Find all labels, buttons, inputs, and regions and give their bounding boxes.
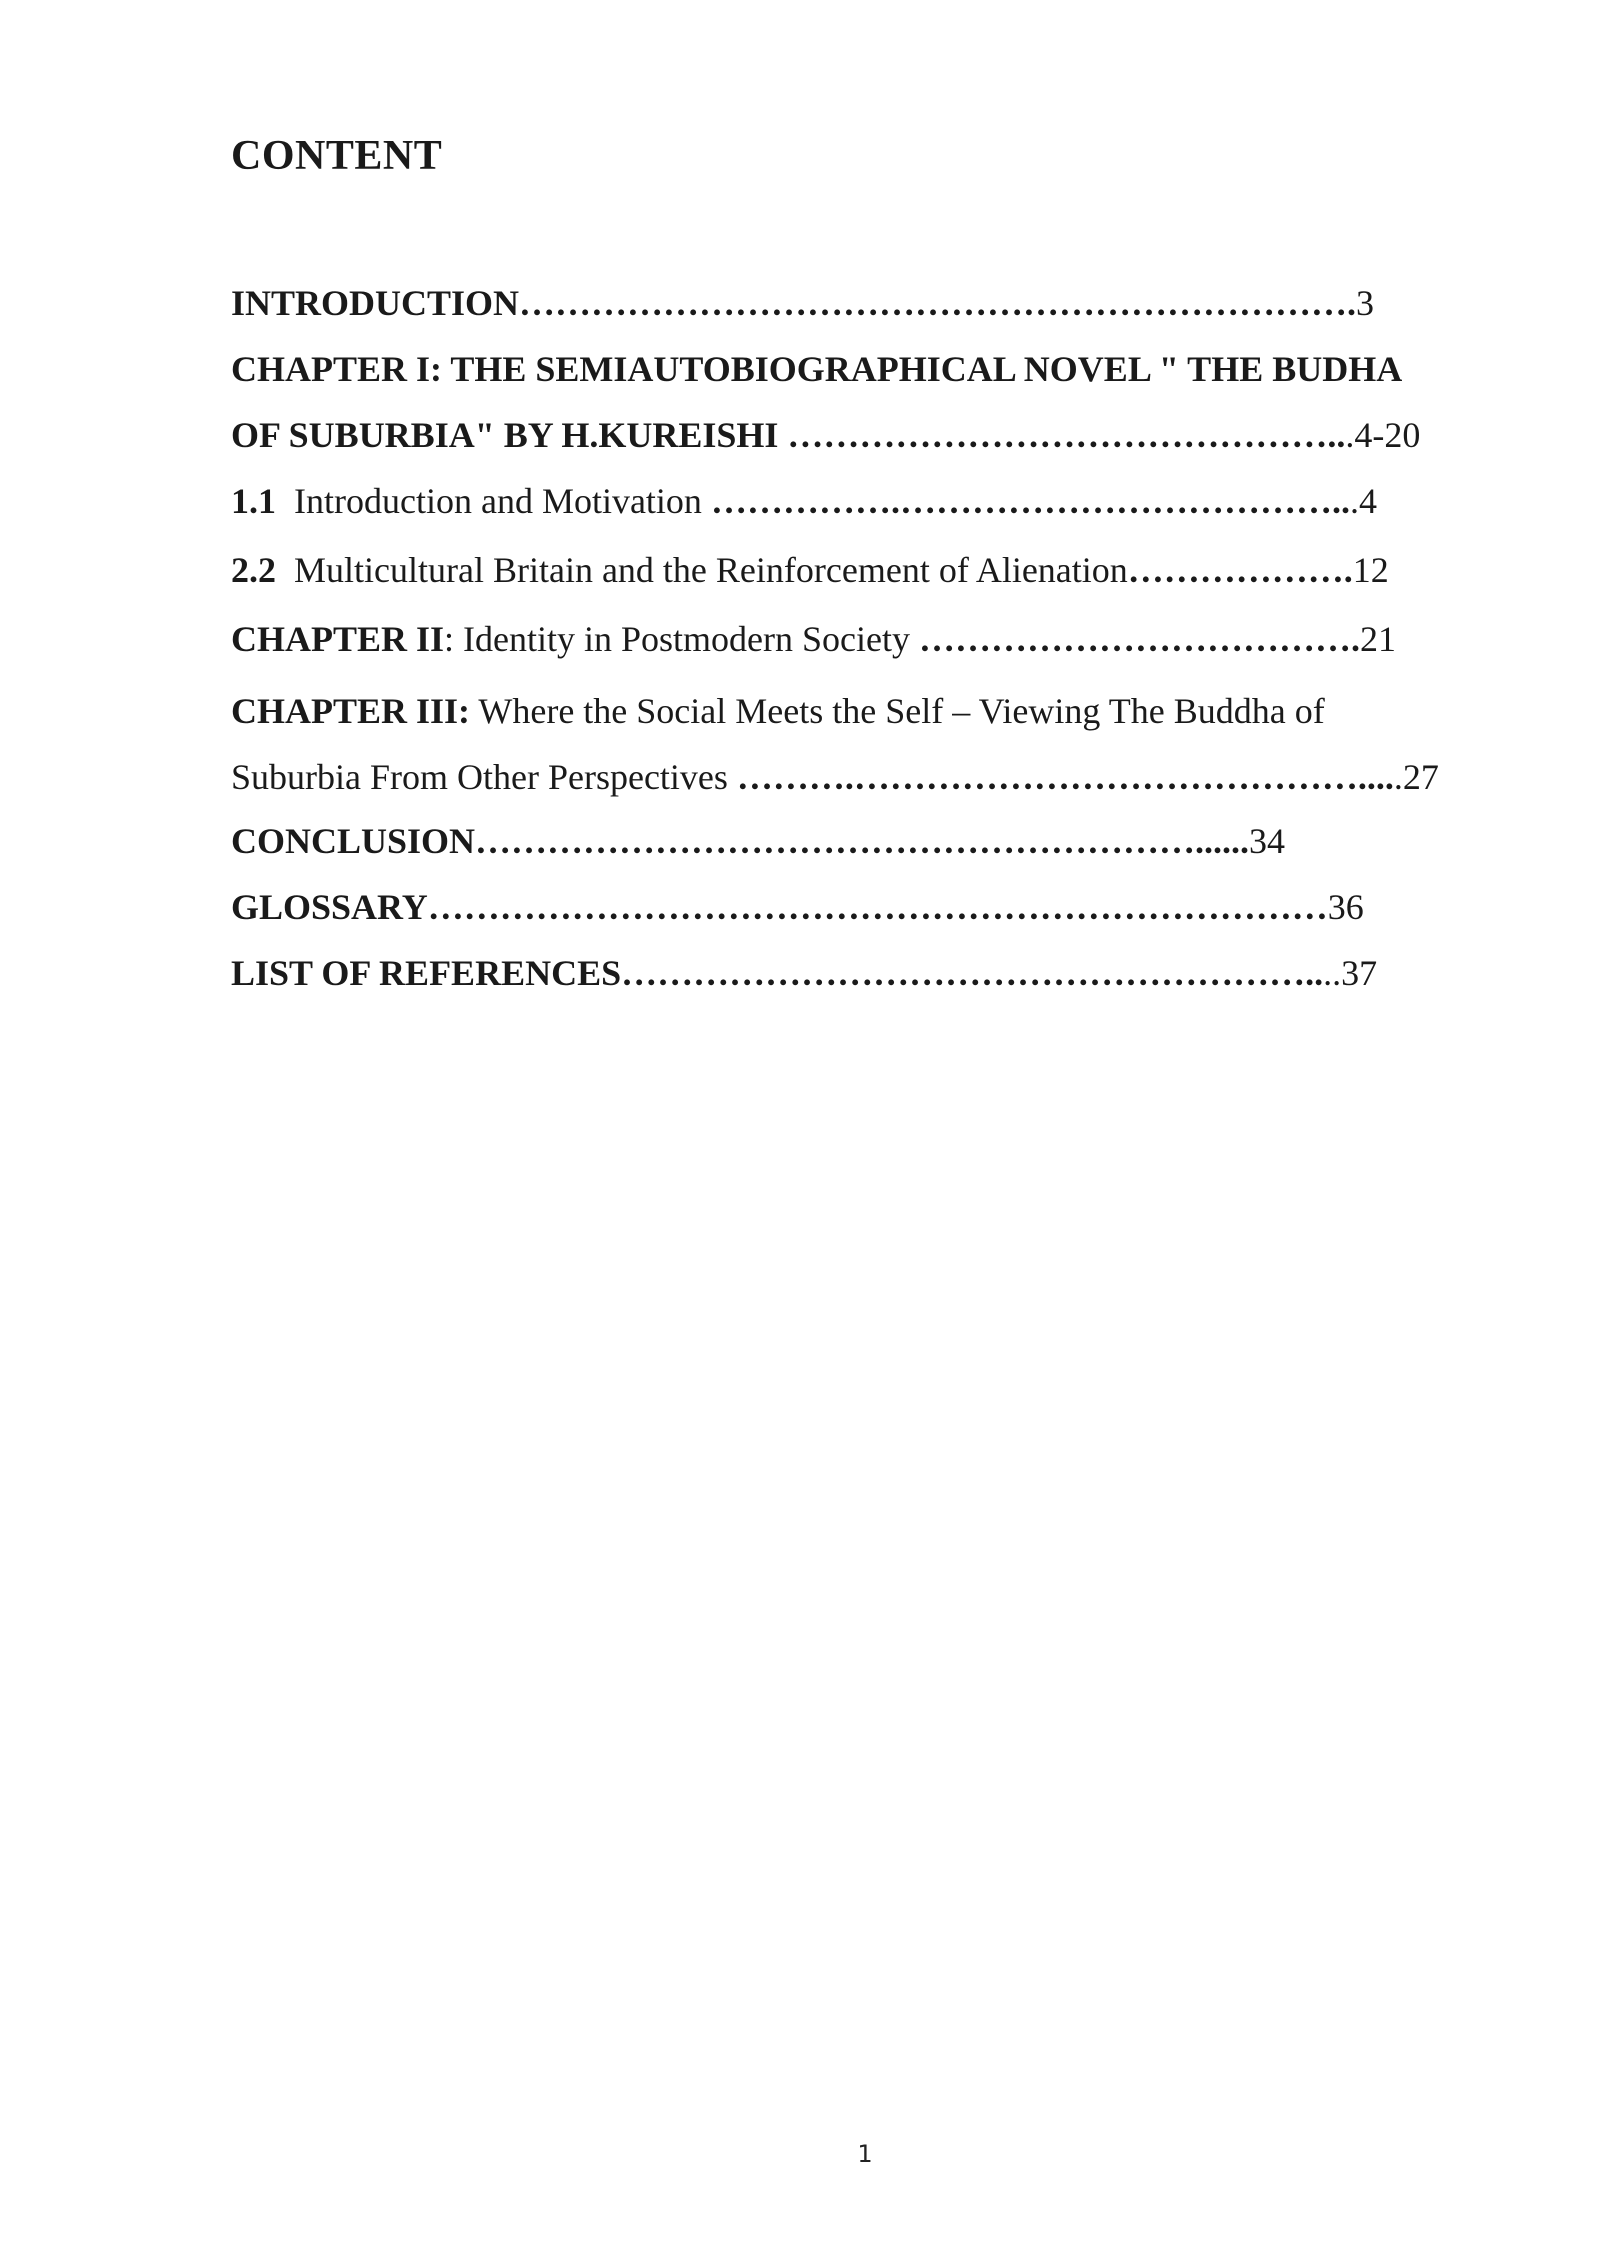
- page-title: CONTENT: [231, 133, 443, 179]
- toc-leader: ………………………………………..: [787, 415, 1346, 455]
- page-number: 1: [857, 2140, 873, 2168]
- toc-page-number: ..37: [1323, 953, 1378, 993]
- toc-entry-chapter-1-line2[interactable]: [231, 402, 1420, 468]
- toc-label: LIST OF REFERENCES: [231, 953, 622, 993]
- toc-page-number: 12: [1352, 550, 1389, 590]
- toc-label: CHAPTER II: [231, 619, 445, 659]
- toc-entry-section-1-1[interactable]: [231, 468, 1377, 534]
- toc-title: Introduction and Motivation: [276, 481, 711, 521]
- toc-leader: ……………………………………………………......: [475, 821, 1250, 861]
- toc-label: GLOSSARY: [231, 887, 428, 927]
- toc-entry-chapter-1-line1[interactable]: CHAPTER I: THE SEMIAUTOBIOGRAPHICAL NOVEL " THE BUDHA: [231, 349, 1403, 389]
- toc-entry-references[interactable]: [231, 940, 1377, 1006]
- toc-page-dot: .: [1347, 283, 1357, 323]
- toc-leader: …………………………………………………………………: [427, 887, 1328, 927]
- toc-entry-glossary[interactable]: [231, 874, 1364, 940]
- toc-entry-chapter-3-line2[interactable]: [231, 744, 1439, 810]
- toc-page-number: .27: [1393, 757, 1439, 797]
- toc-entry-section-2-2[interactable]: [231, 537, 1389, 603]
- toc-leader: ……………………………….: [919, 619, 1360, 659]
- toc-page-number: 34: [1249, 821, 1286, 861]
- toc-leader: …………….………………………………..: [710, 481, 1350, 521]
- toc-title: Suburbia From Other Perspectives: [231, 757, 737, 797]
- toc-section-number: 1.1: [231, 481, 276, 521]
- toc-label: OF SUBURBIA" BY H.KUREISHI: [231, 415, 788, 455]
- toc-leader: …………………………………………………..: [621, 953, 1324, 993]
- toc-leader: ……….……………………………………....: [736, 757, 1394, 797]
- toc-entry-conclusion[interactable]: [231, 808, 1285, 874]
- toc-title: Where the Social Meets the Self – Viewing The Buddha of: [470, 691, 1325, 731]
- toc-label: INTRODUCTION: [231, 283, 520, 323]
- toc-page-number: .4: [1349, 481, 1377, 521]
- toc-label: CHAPTER III:: [231, 691, 471, 731]
- toc-leader: ……………………………………………………………: [519, 283, 1348, 323]
- toc-title: : Identity in Postmodern Society: [444, 619, 919, 659]
- toc-label: CONCLUSION: [231, 821, 476, 861]
- toc-page-number: 21: [1360, 619, 1396, 659]
- toc-entry-introduction[interactable]: [231, 270, 1374, 336]
- toc-entry-chapter-2[interactable]: [231, 606, 1396, 672]
- toc-section-number: 2.2: [231, 550, 276, 590]
- toc-title: Multicultural Britain and the Reinforcement of Alienation: [276, 550, 1128, 590]
- toc-leader: ……………….: [1127, 550, 1353, 590]
- toc-page-number: .4-20: [1345, 415, 1421, 455]
- toc-page-number: 3: [1356, 283, 1375, 323]
- toc-entry-chapter-3-line1[interactable]: [231, 678, 1325, 744]
- toc-page-number: 36: [1327, 887, 1364, 927]
